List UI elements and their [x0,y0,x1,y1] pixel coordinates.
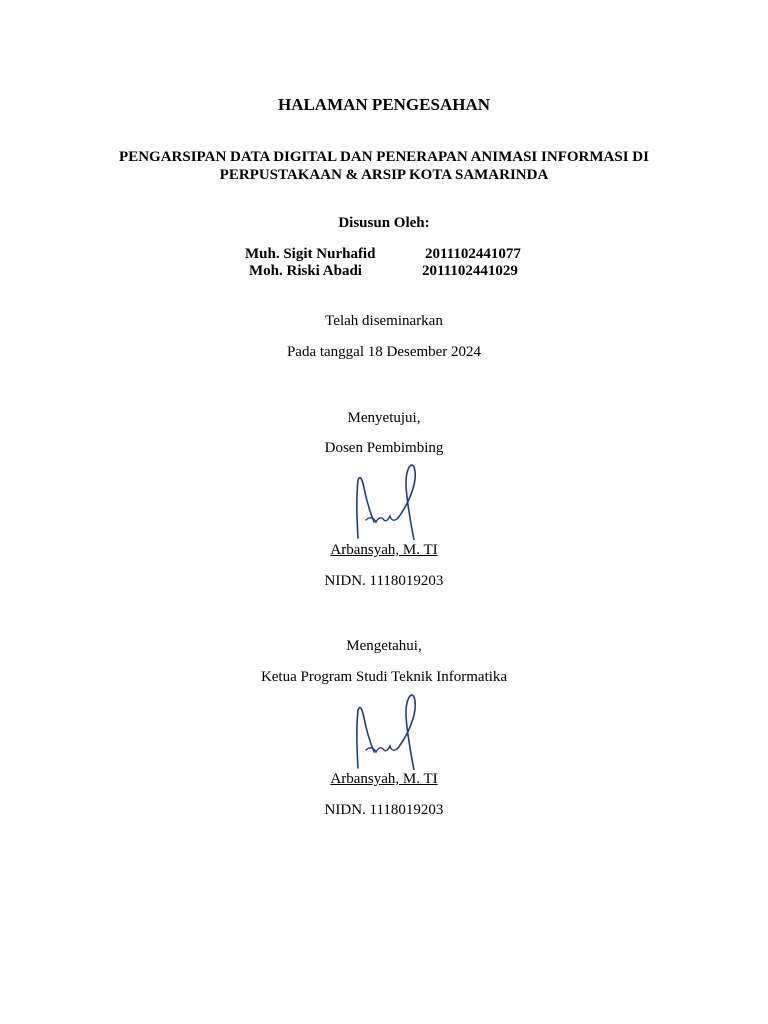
acknowledgement-signer-name: Arbansyah, M. TI [330,771,438,787]
approval-signer-id: NIDN. 1118019203 [324,573,444,589]
prepared-by-label: Disusun Oleh: [338,215,430,231]
author-nim: 2011102441077 [425,246,521,262]
acknowledgement-label: Mengetahui, [346,638,422,654]
signature-icon [348,460,428,540]
signature-icon [348,690,428,770]
seminar-date: Pada tanggal 18 Desember 2024 [286,344,482,360]
seminar-text: Telah diseminarkan [325,313,443,329]
document-title-line-1: PENGARSIPAN DATA DIGITAL DAN PENERAPAN ANIMASI INFORMASI DI [119,149,649,165]
approval-role: Dosen Pembimbing [324,440,444,456]
author-nim: 2011102441029 [422,263,518,279]
author-name: Muh. Sigit Nurhafid [245,246,376,262]
acknowledgement-signer-id: NIDN. 1118019203 [324,802,444,818]
approval-label: Menyetujui, [347,410,421,426]
author-name: Moh. Riski Abadi [249,263,362,279]
document-title-line-2: PERPUSTAKAAN & ARSIP KOTA SAMARINDA [219,167,549,183]
acknowledgement-role: Ketua Program Studi Teknik Informatika [260,669,508,685]
approval-signer-name: Arbansyah, M. TI [330,542,438,558]
page-heading: HALAMAN PENGESAHAN [277,95,491,114]
